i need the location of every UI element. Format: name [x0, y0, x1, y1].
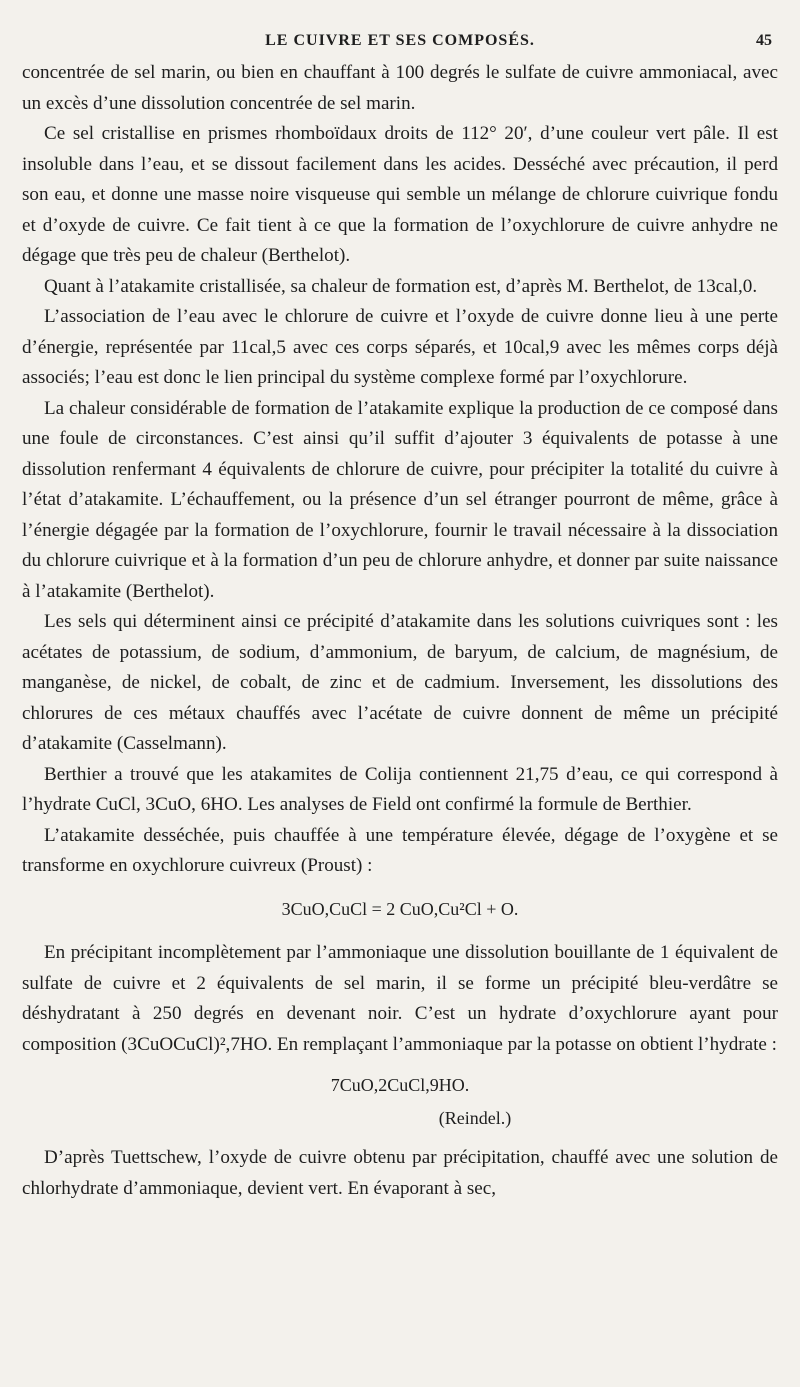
paragraph-ammonia-precipitation: En précipitant incomplètement par l’ammoniaque une dissolution bouillante de 1 équivalent de sulfate de cuivre et 2 équivalents de sel marin, il se forme un précipité bleu-verdâtre se déshydratant à 250 degrés en devenant noir. C’est un hydrate d’oxychlorure ayant pour composition (3CuOCuCl)²,7HO. En remplaçant l’ammoniaque par la potasse on obtient l’hydrate :: [22, 942, 778, 1055]
paragraph-formation-heat: Quant à l’atakamite cristallisée, sa chaleur de formation est, d’après M. Berthelot, de 13cal,0.: [44, 275, 758, 297]
paragraph-tuettschew: D’après Tuettschew, l’oxyde de cuivre obtenu par précipitation, chauffé avec une solution de chlorhydrate d’ammoniaque, devient vert. En évaporant à sec,: [22, 1147, 778, 1199]
formula-hydrate: 7CuO,2CuCl,9HO.: [330, 1075, 470, 1095]
paragraph-continuation: concentrée de sel marin, ou bien en chauffant à 100 degrés le sulfate de cuivre ammoniacal, avec un excès d’une dissolution concentrée de sel marin.: [22, 62, 778, 114]
formula-proust: 3CuO,CuCl = 2 CuO,Cu²Cl + O.: [281, 898, 519, 919]
page-body: [22, 58, 778, 1204]
page-number: 45: [756, 32, 772, 49]
paragraph-atakamite-production: La chaleur considérable de formation de l’atakamite explique la production de ce composé dans une foule de circonstances. C’est ainsi qu’il suffit d’ajouter 3 équivalents de potasse à une dissolution renfermant 4 équivalents de chlorure de cuivre, pour précipiter la totalité du cuivre à l’état d’atakamite. L’échauffement, ou la présence d’un sel étranger pourront de même, grâce à l’énergie dégagée par la formation de l’oxychlorure, fournir le travail nécessaire à la dissociation du chlorure cuivrique et à la formation d’un peu de chlorure anhydre, et donner par suite naissance à l’atakamite (Berthelot).: [22, 397, 778, 602]
paragraph-energy-loss: L’association de l’eau avec le chlorure de cuivre et l’oxyde de cuivre donne lieu à une perte d’énergie, représentée par 11cal,5 avec ces corps séparés, et 10cal,9 avec les mêmes corps déjà associés; l’eau est donc le lien principal du système complexe formé par l’oxychlorure.: [22, 306, 778, 388]
running-title: LE CUIVRE ET SES COMPOSÉS.: [265, 32, 535, 49]
citation-reindel: (Reindel.): [438, 1107, 512, 1128]
paragraph-crystal-properties: Ce sel cristallise en prismes rhomboïdaux droits de 112° 20′, d’une couleur vert pâle. Il est insoluble dans l’eau, et se dissout facilement dans les acides. Desséché avec précaution, il perd son eau, et donne une masse noire visqueuse qui semble un mélange de chlorure cuivrique fondu et d’oxyde de cuivre. Ce fait tient à ce que la formation de l’oxychlorure de cuivre anhydre ne dégage que très peu de chaleur (Berthelot).: [22, 123, 778, 266]
paragraph-heating: L’atakamite desséchée, puis chauffée à une température élevée, dégage de l’oxygène et se transforme en oxychlorure cuivreux (Proust) :: [22, 824, 778, 876]
paragraph-precipitating-salts: Les sels qui déterminent ainsi ce précipité d’atakamite dans les solutions cuivriques sont : les acétates de potassium, de sodium, d’ammonium, de baryum, de calcium, de magnésium, de manganèse, de nickel, de cobalt, de zinc et de cadmium. Inversement, les dissolutions des chlorures de ces métaux chauffés avec l’acétate de cuivre donnent de même un précipité d’atakamite (Casselmann).: [22, 611, 778, 754]
page-header: [22, 24, 778, 58]
paragraph-berthier: Berthier a trouvé que les atakamites de Colija contiennent 21,75 d’eau, ce qui correspond à l’hydrate CuCl, 3CuO, 6HO. Les analyses de Field ont confirmé la formule de Berthier.: [22, 763, 778, 815]
